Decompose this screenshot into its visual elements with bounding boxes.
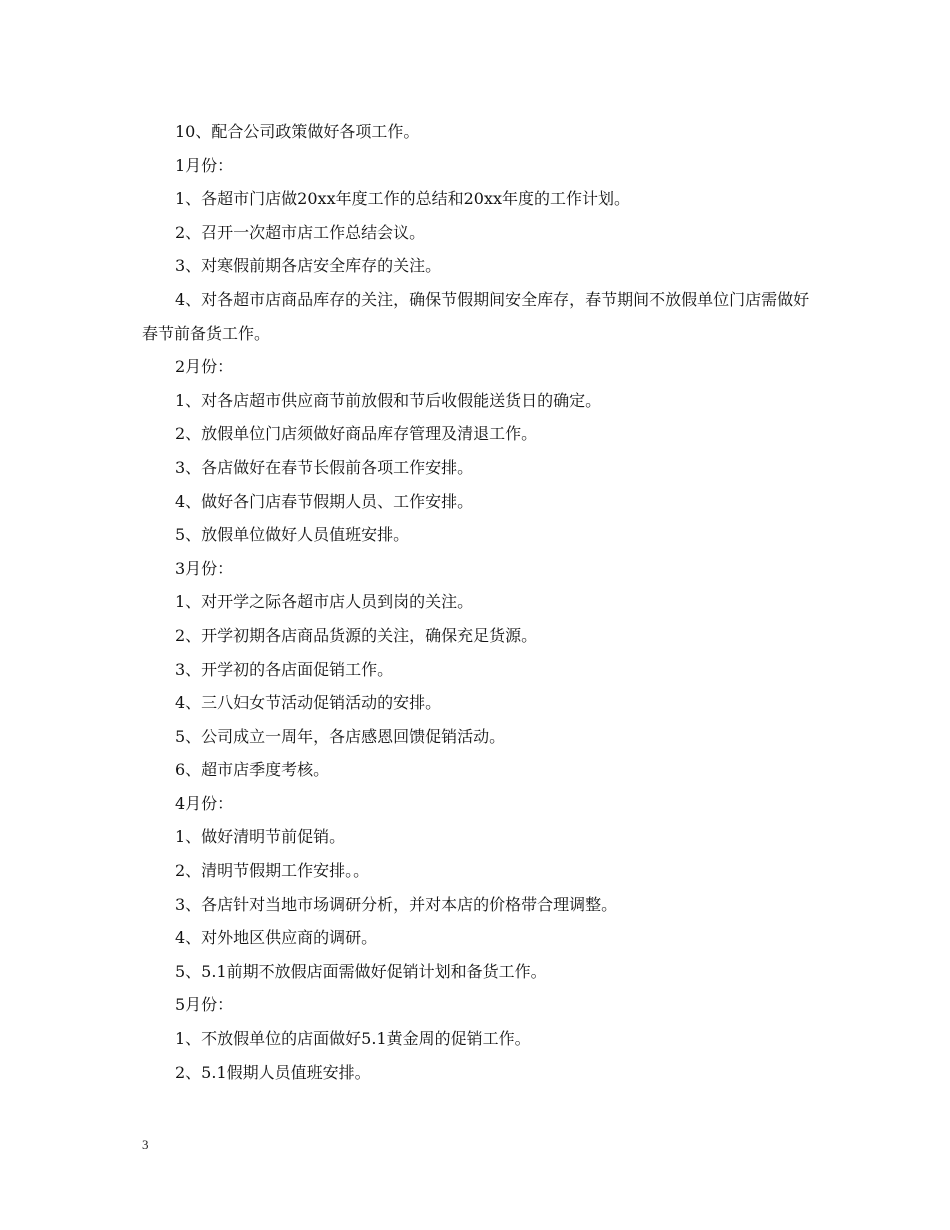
paragraph: 1、对开学之际各超市店人员到岗的关注。 [175, 592, 474, 612]
paragraph: 3、各店针对当地市场调研分析，并对本店的价格带合理调整。 [175, 894, 618, 914]
paragraph: 2、清明节假期工作安排。。 [175, 861, 370, 881]
paragraph: 2、5.1假期人员值班安排。 [175, 1062, 371, 1082]
paragraph: 3、各店做好在春节长假前各项工作安排。 [175, 457, 474, 477]
paragraph: 5、5.1前期不放假店面需做好促销计划和备货工作。 [175, 961, 547, 981]
paragraph: 4、对各超市店商品库存的关注，确保节假期间安全库存，春节期间不放假单位门店需做好春节前备货工作。 [142, 289, 810, 343]
paragraph: 1、做好清明节前促销。 [175, 827, 346, 847]
paragraph: 4、对外地区供应商的调研。 [175, 928, 378, 948]
paragraph: 6、超市店季度考核。 [175, 760, 330, 780]
paragraph: 3、对寒假前期各店安全库存的关注。 [175, 256, 442, 276]
month-heading-march: 3月份： [175, 558, 234, 578]
page-number: 3 [142, 1137, 149, 1152]
month-heading-may: 5月份： [175, 995, 234, 1015]
paragraph: 1、各超市门店做20xx年度工作的总结和20xx年度的工作计划。 [175, 189, 630, 209]
paragraph: 4、做好各门店春节假期人员、工作安排。 [175, 491, 474, 511]
document-body [142, 115, 812, 1089]
month-heading-january: 1月份： [175, 155, 234, 175]
paragraph: 2、召开一次超市店工作总结会议。 [175, 222, 426, 242]
month-heading-april: 4月份： [175, 793, 234, 813]
paragraph: 5、公司成立一周年，各店感恩回馈促销活动。 [175, 726, 506, 746]
paragraph: 1、对各店超市供应商节前放假和节后收假能送货日的确定。 [175, 390, 602, 410]
paragraph: 10、配合公司政策做好各项工作。 [175, 122, 420, 141]
paragraph: 1、不放假单位的店面做好5.1黄金周的促销工作。 [175, 1029, 531, 1049]
paragraph: 5、放假单位做好人员值班安排。 [175, 525, 410, 545]
paragraph: 2、放假单位门店须做好商品库存管理及清退工作。 [175, 424, 538, 444]
paragraph: 4、三八妇女节活动促销活动的安排。 [175, 693, 442, 713]
month-heading-february: 2月份： [175, 357, 234, 377]
paragraph: 3、开学初的各店面促销工作。 [175, 659, 394, 679]
paragraph: 2、开学初期各店商品货源的关注，确保充足货源。 [175, 625, 538, 645]
